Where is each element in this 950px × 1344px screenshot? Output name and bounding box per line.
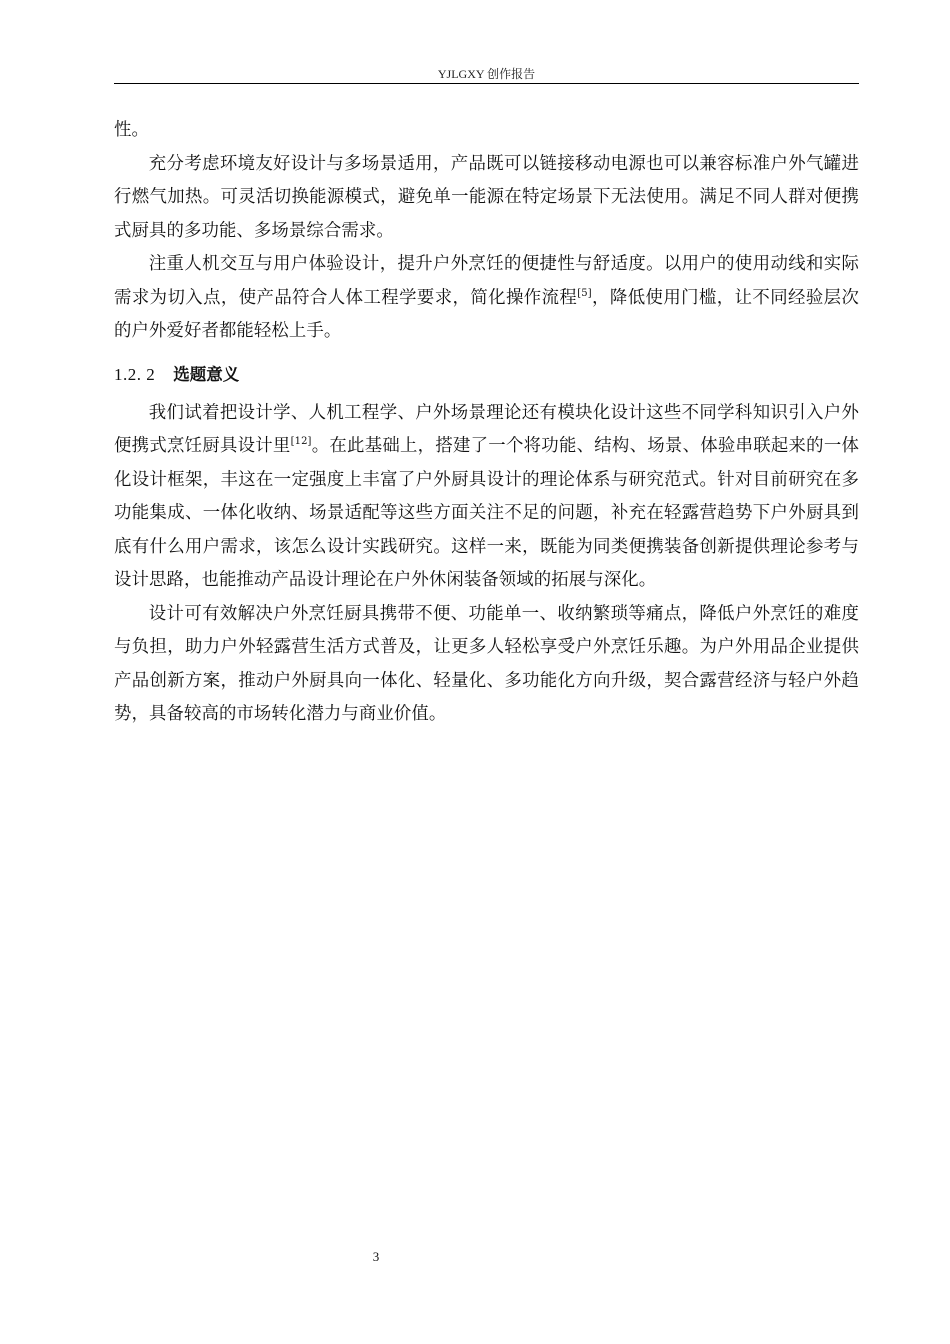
document-body (114, 114, 859, 732)
paragraph-continuation: 性。 (114, 120, 149, 140)
page-number: 3 (372, 1249, 380, 1264)
citation-reference: [5] (577, 287, 592, 299)
paragraph-theoretical-significance (114, 397, 859, 598)
citation-reference: [12] (290, 436, 312, 448)
paragraph-text: 注重人机交互与用户体验设计，提升户外烹饪的便捷性与舒适度。以用户的使用动线和实际需求为切入点，使产品符合人体工程学要求，简化操作流程 (114, 254, 859, 308)
paragraph-user-experience (114, 248, 859, 349)
section-title: 选题意义 (173, 364, 240, 384)
paragraph-text: 。在此基础上，搭建了一个将功能、结构、场景、体验串联起来的一体化设计框架，丰这在一定强度上丰富了户外厨具设计的理论体系与研究范式。针对目前研究在多功能集成、一体化收纳、场景适配等这些方面关注不足的问题，补充在轻露营趋势下户外厨具到底有什么用户需求，该怎么设计实践研究。这样一来，既能为同类便携装备创新提供理论参考与设计思路，也能推动产品设计理论在户外休闲装备领域的拓展与深化。 (114, 436, 859, 590)
running-header: YJLGXY 创作报告 (437, 67, 536, 81)
section-heading (114, 358, 859, 392)
header-rule (114, 83, 859, 84)
paragraph-text: 我们试着把设计学、人机工程学、户外场景理论还有模块化设计这些不同学科知识引入户外便携式烹饪厨具设计里 (114, 402, 859, 456)
paragraph-environment-design: 充分考虑环境友好设计与多场景适用，产品既可以链接移动电源也可以兼容标准户外气罐进行燃气加热。可灵活切换能源模式，避免单一能源在特定场景下无法使用。满足不同人群对便携式厨具的多功能、多场景综合需求。 (114, 153, 859, 241)
paragraph-text: ，降低使用门槛，让不同经验层次的户外爱好者都能轻松上手。 (114, 287, 859, 341)
paragraph-practical-significance: 设计可有效解决户外烹饪厨具携带不便、功能单一、收纳繁琐等痛点，降低户外烹饪的难度与负担，助力户外轻露营生活方式普及，让更多人轻松享受户外烹饪乐趣。为户外用品企业提供产品创新方案，推动户外厨具向一体化、轻量化、多功能化方向升级，契合露营经济与轻户外趋势，具备较高的市场转化潜力与商业价值。 (114, 603, 859, 724)
section-number: 1.2. 2 (114, 364, 156, 384)
